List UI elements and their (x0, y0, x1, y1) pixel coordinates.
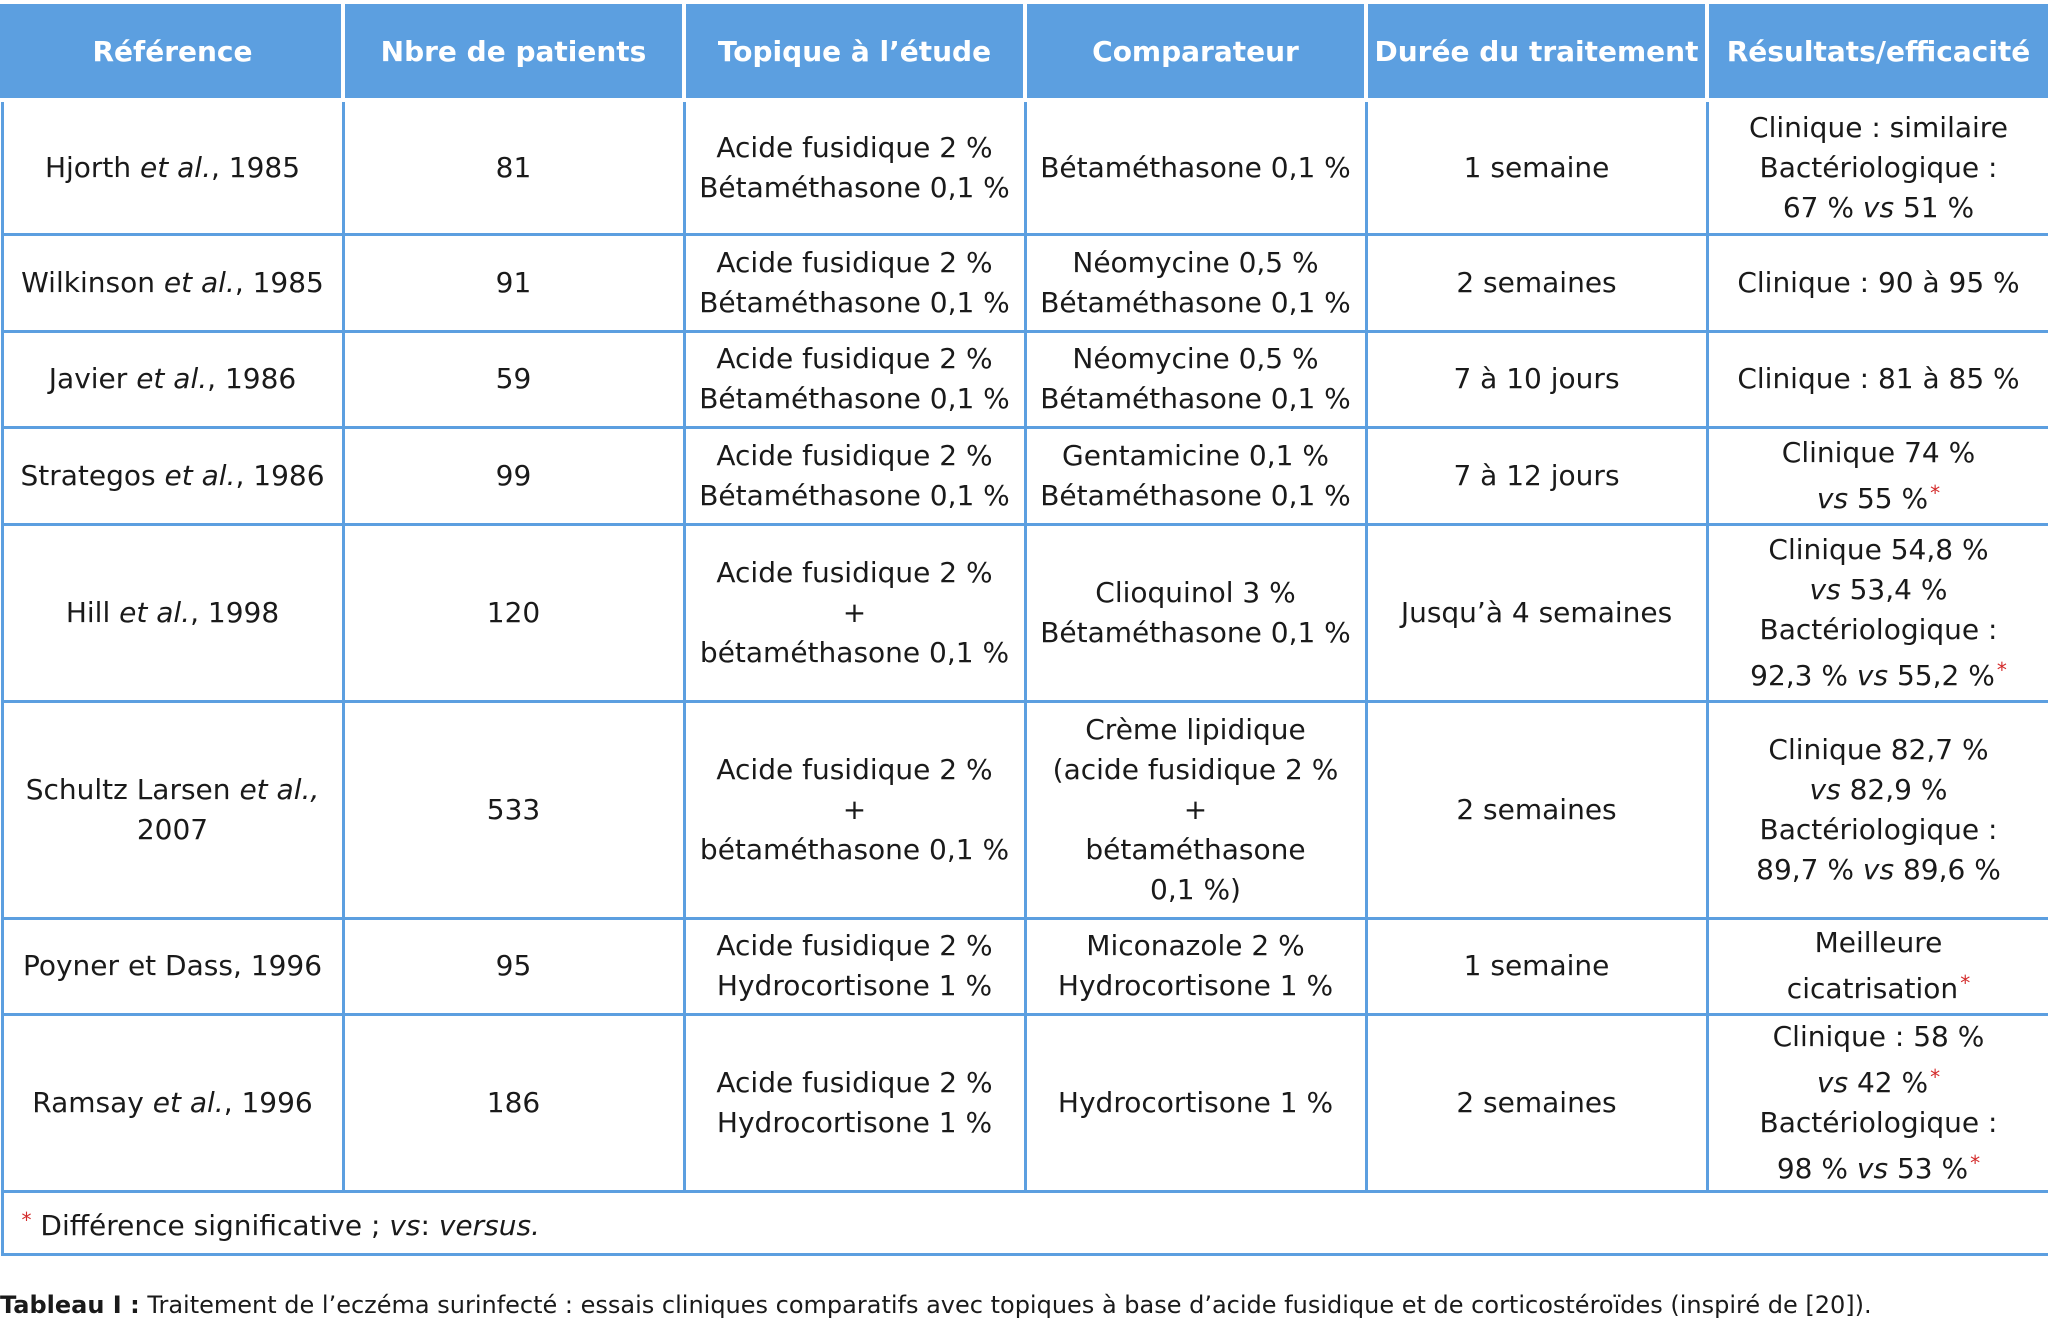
table-row (2, 701, 2048, 918)
topique-line: bétaméthasone 0,1 % (699, 832, 1010, 866)
header-duree: Durée du traitement (1366, 2, 1707, 100)
resultats-line: Clinique : 58 % (1772, 1020, 1985, 1054)
comparateur-line: Miconazole 2 % (1086, 929, 1305, 963)
resultats-line: Clinique 74 % (1781, 435, 1976, 469)
ref-author: Poyner et Dass (22, 949, 233, 983)
header-reference: Référence (2, 2, 343, 100)
cell-reference (2, 428, 343, 524)
topique-line: Acide fusidique 2 % (716, 245, 993, 279)
cell-resultats (1707, 331, 2048, 427)
ref-year: , 1996 (232, 949, 323, 983)
ref-year: , 1986 (235, 458, 325, 492)
cell-resultats (1707, 524, 2048, 701)
ref-etal: et al. (152, 1086, 224, 1120)
table-row (2, 100, 2048, 235)
resultats-line: 98 % vs 53 % * (1776, 1151, 1981, 1186)
comparateur-line: Bétaméthasone 0,1 % (1040, 382, 1351, 416)
comparateur-line: Bétaméthasone 0,1 % (1040, 285, 1351, 319)
ref-etal: et al. (164, 458, 236, 492)
cell-duree: 7 à 12 jours (1366, 428, 1707, 524)
resultats-line: Bactériologique : (1759, 612, 1998, 646)
resultats-line: vs 42 % * (1816, 1065, 1941, 1100)
table-row (2, 1015, 2048, 1192)
topique-line: Acide fusidique 2 % (716, 752, 993, 786)
resultats-line: 89,7 % vs 89,6 % (1756, 852, 2001, 886)
resultats-line: 67 % vs 51 % (1782, 190, 1975, 224)
cell-resultats (1707, 1015, 2048, 1192)
comparateur-line: 0,1 %) (1150, 872, 1241, 906)
ref-year: , 1996 (223, 1086, 313, 1120)
topique-line: Acide fusidique 2 % (716, 130, 993, 164)
header-patients: Nbre de patients (343, 2, 684, 100)
topique-line: Acide fusidique 2 % (716, 342, 993, 376)
header-comparateur: Comparateur (1025, 2, 1366, 100)
comparateur-line: Gentamicine 0,1 % (1062, 438, 1329, 472)
resultats-line: cicatrisation * (1786, 971, 1971, 1006)
topique-line: Hydrocortisone 1 % (716, 969, 993, 1003)
cell-duree: 2 semaines (1366, 235, 1707, 331)
comparateur-line: Bétaméthasone 0,1 % (1040, 615, 1351, 649)
footnote (2, 1192, 2048, 1255)
topique-line: Acide fusidique 2 % (716, 1066, 993, 1100)
comparateur-line: (acide fusidique 2 % (1052, 752, 1339, 786)
comparateur-line: Bétaméthasone 0,1 % (1040, 150, 1351, 184)
cell-reference (2, 235, 343, 331)
cell-topique (684, 701, 1025, 918)
ref-etal: et al. (140, 150, 211, 184)
cell-topique (684, 1015, 1025, 1192)
resultats-line: Clinique 54,8 % (1768, 532, 1989, 566)
ref-etal: et al., (239, 772, 320, 806)
comparateur-line: Hydrocortisone 1 % (1057, 969, 1334, 1003)
header-row (2, 2, 2048, 100)
ref-author: Javier (48, 362, 128, 396)
cell-duree: 1 semaine (1366, 100, 1707, 235)
cell-comparateur (1025, 524, 1366, 701)
cell-duree: 7 à 10 jours (1366, 331, 1707, 427)
cell-reference (2, 100, 343, 235)
resultats-line: vs 55 % * (1816, 480, 1941, 515)
cell-resultats (1707, 428, 2048, 524)
comparateur-line: bétaméthasone (1085, 832, 1306, 866)
resultats-line: Clinique 82,7 % (1768, 732, 1989, 766)
cell-comparateur (1025, 428, 1366, 524)
resultats-line: Clinique : 81 à 85 % (1737, 362, 2020, 396)
topique-line: Bétaméthasone 0,1 % (699, 285, 1010, 319)
resultats-line: vs 53,4 % (1809, 572, 1948, 606)
topique-line: Hydrocortisone 1 % (716, 1106, 993, 1140)
ref-author: Ramsay (32, 1086, 144, 1120)
table-caption (0, 1290, 1872, 1320)
footnote-row (2, 1192, 2048, 1255)
cell-comparateur (1025, 235, 1366, 331)
comparateur-line: Néomycine 0,5 % (1072, 342, 1319, 376)
comparateur-line: Hydrocortisone 1 % (1057, 1086, 1334, 1120)
ref-etal: et al. (136, 362, 208, 396)
topique-line: Bétaméthasone 0,1 % (699, 170, 1010, 204)
cell-resultats (1707, 701, 2048, 918)
ref-author: Hill (65, 595, 111, 629)
cell-patients: 91 (343, 235, 684, 331)
comparateur-line: Néomycine 0,5 % (1072, 245, 1319, 279)
footnote-text: Différence significative ; (40, 1209, 381, 1242)
cell-duree: 2 semaines (1366, 701, 1707, 918)
topique-line: Bétaméthasone 0,1 % (699, 382, 1010, 416)
ref-year: , 1986 (207, 362, 297, 396)
ref-year: , 1998 (190, 595, 280, 629)
comparateur-line: Clioquinol 3 % (1095, 575, 1296, 609)
ref-etal: et al. (163, 265, 235, 299)
topique-line: bétaméthasone 0,1 % (699, 635, 1010, 669)
cell-duree: 1 semaine (1366, 918, 1707, 1014)
cell-resultats (1707, 918, 2048, 1014)
cell-resultats (1707, 100, 2048, 235)
cell-topique (684, 331, 1025, 427)
cell-comparateur (1025, 701, 1366, 918)
cell-topique (684, 524, 1025, 701)
cell-comparateur (1025, 100, 1366, 235)
ref-author: Schultz Larsen (25, 772, 231, 806)
resultats-line: 92,3 % vs 55,2 % * (1750, 657, 2007, 692)
ref-etal: et al. (119, 595, 191, 629)
cell-topique (684, 235, 1025, 331)
table-row (2, 918, 2048, 1014)
cell-reference (2, 918, 343, 1014)
cell-patients: 95 (343, 918, 684, 1014)
topique-line: Acide fusidique 2 % (716, 929, 993, 963)
caption-label: Tableau I : (0, 1291, 140, 1319)
cell-reference (2, 331, 343, 427)
footnote-asterisk: * (21, 1208, 32, 1232)
resultats-line: Bactériologique : (1759, 1106, 1998, 1140)
ref-year: , 1985 (234, 265, 324, 299)
cell-patients: 81 (343, 100, 684, 235)
header-topique: Topique à l’étude (684, 2, 1025, 100)
ref-year: 2007 (136, 812, 209, 846)
table-row (2, 428, 2048, 524)
cell-comparateur (1025, 1015, 1366, 1192)
topique-line: Acide fusidique 2 % (716, 438, 993, 472)
resultats-line: Bactériologique : (1759, 812, 1998, 846)
footnote-versus: versus. (438, 1209, 540, 1242)
caption-text: Traitement de l’eczéma surinfecté : essais cliniques comparatifs avec topiques à base d’acide fusidique et de corticostéroïdes (inspiré de [20]). (147, 1291, 1872, 1319)
table-row (2, 331, 2048, 427)
ref-author: Hjorth (44, 150, 132, 184)
topique-line: + (842, 595, 867, 629)
cell-comparateur (1025, 918, 1366, 1014)
topique-line: + (842, 792, 867, 826)
cell-duree: Jusqu’à 4 semaines (1366, 524, 1707, 701)
cell-patients: 59 (343, 331, 684, 427)
resultats-line: Clinique : similaire (1749, 110, 2008, 144)
ref-author: Strategos (20, 458, 156, 492)
cell-topique (684, 100, 1025, 235)
cell-patients: 120 (343, 524, 684, 701)
cell-comparateur (1025, 331, 1366, 427)
table-row (2, 524, 2048, 701)
cell-topique (684, 428, 1025, 524)
topique-line: Bétaméthasone 0,1 % (699, 478, 1010, 512)
cell-reference (2, 1015, 343, 1192)
cell-resultats (1707, 235, 2048, 331)
header-resultats: Résultats/efficacité (1707, 2, 2048, 100)
comparateur-line: + (1183, 792, 1208, 826)
resultats-line: vs 82,9 % (1809, 772, 1948, 806)
cell-patients: 99 (343, 428, 684, 524)
topique-line: Acide fusidique 2 % (716, 555, 993, 589)
cell-topique (684, 918, 1025, 1014)
resultats-line: Clinique : 90 à 95 % (1737, 265, 2020, 299)
resultats-line: Bactériologique : (1759, 150, 1998, 184)
cell-reference (2, 701, 343, 918)
table-row (2, 235, 2048, 331)
cell-reference (2, 524, 343, 701)
cell-duree: 2 semaines (1366, 1015, 1707, 1192)
footnote-vs: vs (389, 1209, 421, 1242)
table-body (2, 100, 2048, 1192)
footnote-colon: : (420, 1209, 430, 1242)
comparateur-line: Crème lipidique (1085, 712, 1306, 746)
cell-patients: 186 (343, 1015, 684, 1192)
cell-patients: 533 (343, 701, 684, 918)
ref-author: Wilkinson (21, 265, 155, 299)
ref-year: , 1985 (211, 150, 301, 184)
resultats-line: Meilleure (1814, 926, 1943, 960)
comparateur-line: Bétaméthasone 0,1 % (1040, 478, 1351, 512)
